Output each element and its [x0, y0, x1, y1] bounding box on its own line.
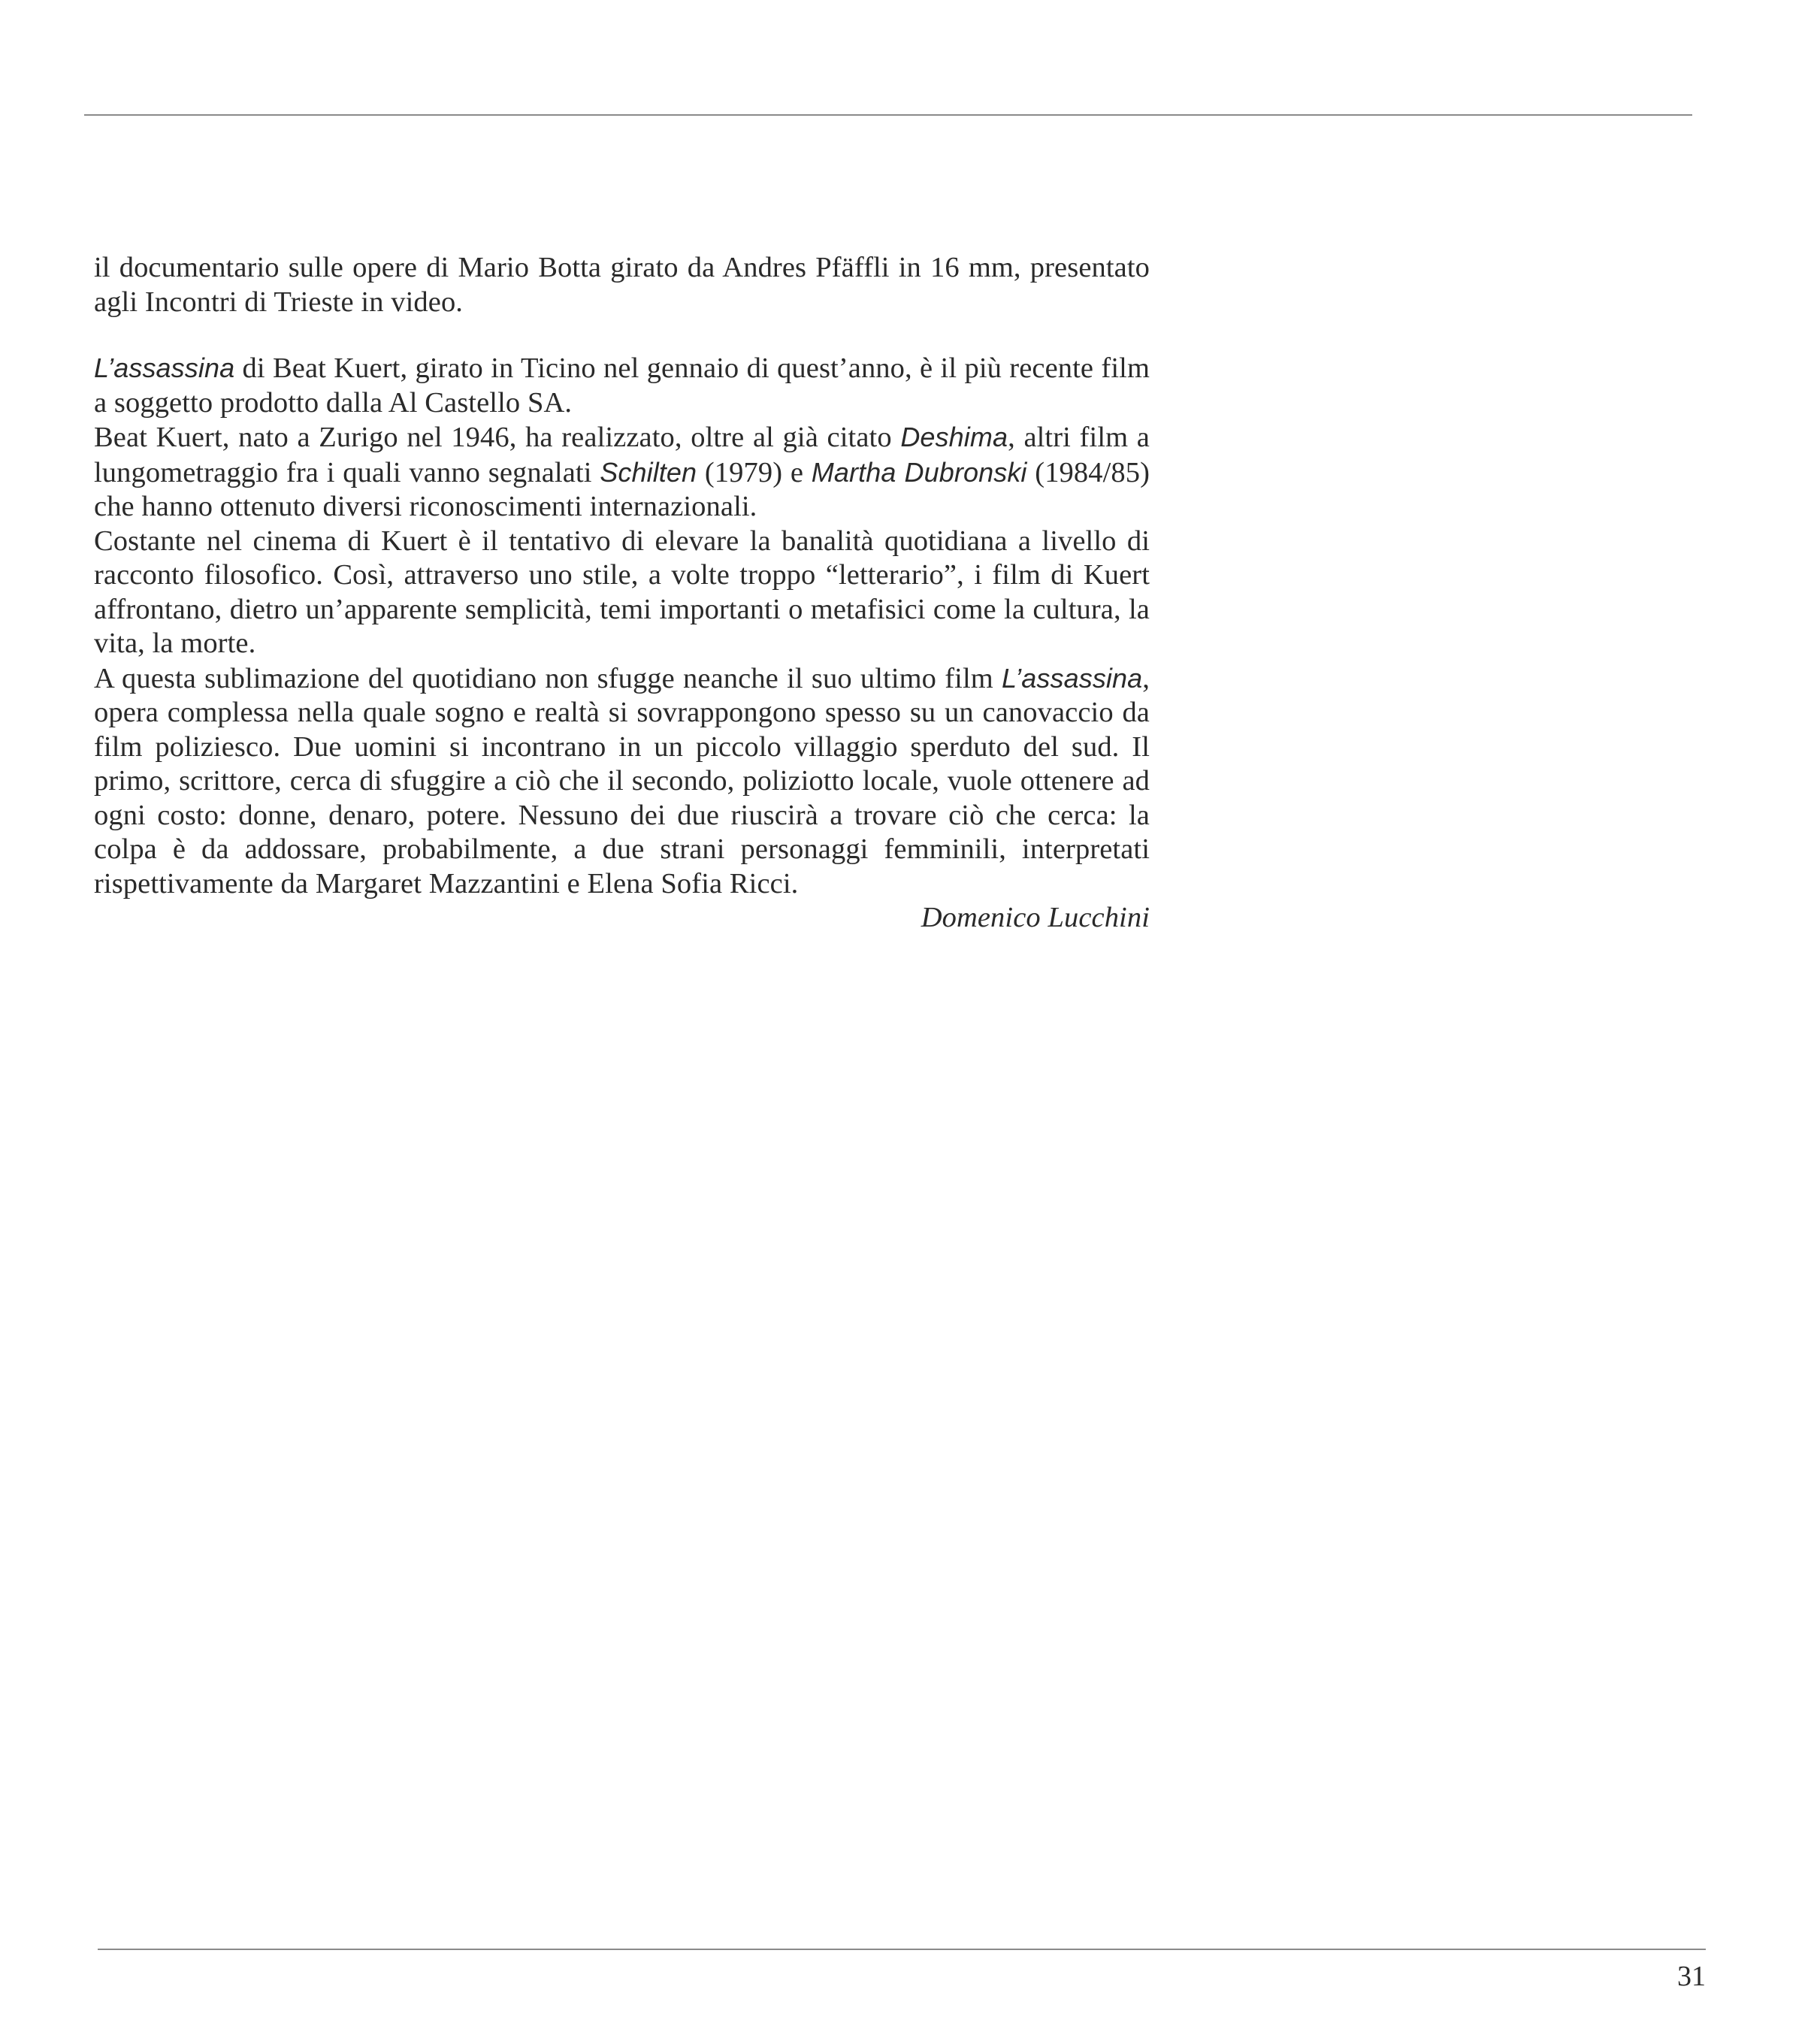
kuert-bio-text-b: , altri film a lungometraggio fra i quali vanno segnalati: [94, 422, 1150, 488]
top-rule: [84, 114, 1692, 116]
paragraph-kuert-bio: [94, 420, 1150, 525]
paragraph-documentary: [94, 251, 1150, 319]
plot-text-b: , opera complessa nella quale sogno e realtà si sovrappongono spesso su un canovaccio da film poliziesco. Due uomini si incontrano in un piccolo villaggio sperduto del sud. Il primo, scrittore, cerca di sfuggire a ciò che il secondo, poliziotto locale, vuole ottenere ad ogni costo: donne, denaro, potere. Nessuno dei due riuscirà a trovare ciò che cerca: la colpa è da addossare, probabilmente, a due strani personaggi femminili, interpretati rispettivamente da Margaret Mazzantini e Elena Sofia Ricci.: [94, 662, 1150, 900]
paragraph-spacer: [94, 319, 1150, 351]
page-number: 31: [1677, 1961, 1706, 1992]
paragraph-documentary-text: il documentario sulle opere di Mario Botta girato da Andres Pfäffli in 16 mm, presentato agli Incontri di Trieste in video.: [94, 252, 1150, 318]
film-title-martha-dubronski: Martha Dubronski: [811, 456, 1027, 488]
paragraph-lassassina-intro: [94, 351, 1150, 420]
paragraph-lassassina-intro-text: di Beat Kuert, girato in Ticino nel gennaio di quest’anno, è il più recente film a soggetto prodotto dalla Al Castello SA.: [94, 352, 1150, 419]
author-signature: Domenico Lucchini: [921, 902, 1150, 933]
film-title-deshima: Deshima: [900, 422, 1008, 452]
film-title-lassassina: L’assassina: [94, 352, 235, 383]
article-body: [94, 251, 1150, 936]
kuert-bio-text-a: Beat Kuert, nato a Zurigo nel 1946, ha realizzato, oltre al già citato: [94, 422, 901, 453]
paragraph-lassassina-plot: [94, 661, 1150, 902]
bottom-rule: [98, 1949, 1706, 1950]
paragraph-kuert-style: [94, 525, 1150, 661]
film-title-schilten: Schilten: [600, 456, 697, 488]
kuert-bio-text-c: (1979) e: [697, 456, 812, 488]
plot-text-a: A questa sublimazione del quotidiano non sfugge neanche il suo ultimo film: [94, 662, 1002, 694]
film-title-lassassina-2: L’assassina: [1002, 662, 1143, 694]
kuert-bio-text-d: (1984/85) che hanno ottenuto diversi riconoscimenti internazionali.: [94, 456, 1150, 522]
paragraph-kuert-style-text: Costante nel cinema di Kuert è il tentativo di elevare la banalità quotidiana a livello di racconto filosofico. Così, attraverso uno stile, a volte troppo “letterario”, i film di Kuert affrontano, dietro un’apparente semplicità, temi importanti o metafisici come la cultura, la vita, la morte.: [94, 525, 1150, 659]
